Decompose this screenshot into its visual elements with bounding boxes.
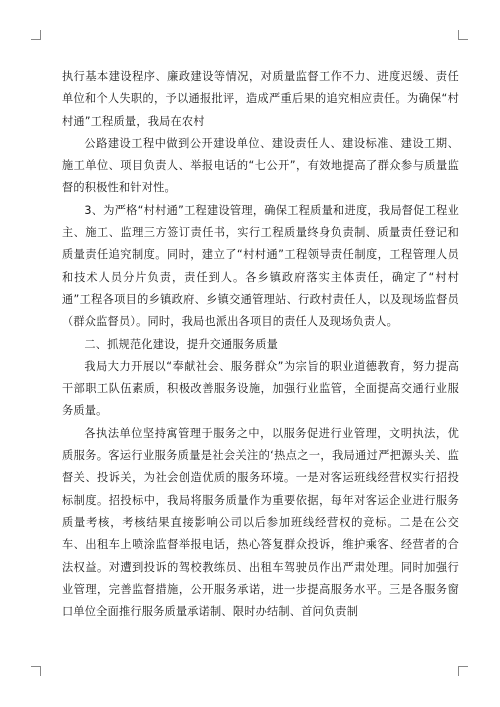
paragraph-service-quality: 各执法单位坚持寓管理于服务之中，以服务促进行业管理，文明执法，优质服务。客运行业服务质量是社会关注的‘热点之一，我局通过严把源头关、监督关、投诉关，为社会创造优质的服务环境。一是对客运班线经营权实行招投标制度。招投标中，我局将服务质量作为重要依据，每年对客运企业进行服务质量考核，考核结果直接影响公司以后参加班线经营权的竞标。二是在公交车、出租车上喷涂监督举报电话，热心答复群众投诉，维护乘客、经营者的合法权益。对遭到投诉的驾校教练员、出租车驾驶员作出严肃处理。同时加强行业管理，完善监督措施，公开服务承诺，进一步提高服务水平。三是各服务窗口单位全面推行服务质量承诺制、限时办结制、首问负责制 xyxy=(62,426,459,619)
document-body xyxy=(62,66,459,623)
page-corner-mark-bottom-left xyxy=(31,666,41,676)
page-corner-mark-top-right xyxy=(458,30,468,40)
paragraph-item-3: 3、为严格“村村通”工程建设管理，确保工程质量和进度，我局督促工程业主、施工、监理三方签订责任书，实行工程质量终身负责制、质量责任登记和质量责任追究制度。同时，建立了“村村通”工程领导责任制度，工程管理人员和技术人员分片负责，责任到人。各乡镇政府落实主体责任，确定了“村村通”工程各项目的乡镇政府、乡镇交通管理站、行政村责任人，以及现场监督员（群众监督员）。同时，我局也派出各项目的责任人及现场负责人。 xyxy=(62,203,459,329)
page-corner-mark-bottom-right xyxy=(458,666,468,676)
page-corner-mark-top-left xyxy=(31,30,41,40)
section-heading: 二、抓规范化建设，提升交通服务质量 xyxy=(84,337,278,351)
paragraph-seven-disclosures: 公路建设工程中做到公开建设单位、建设责任人、建设标准、建设工期、施工单位、项目负责人、举报电话的“七公开”，有效地提高了群众参与质量监督的积极性和针对性。 xyxy=(62,136,459,195)
paragraph-ethics-education: 我局大力开展以“奉献社会、服务群众”为宗旨的职业道德教育，努力提高干部职工队伍素质，积极改善服务设施，加强行业监管，全面提高交通行业服务质量。 xyxy=(62,359,459,418)
paragraph-continuation: 执行基本建设程序、廉政建设等情况，对质量监督工作不力、进度迟缓、责任单位和个人失职的，予以通报批评，造成严重后果的追究相应责任。为确保“村村通”工程质量，我局在农村 xyxy=(62,70,459,128)
